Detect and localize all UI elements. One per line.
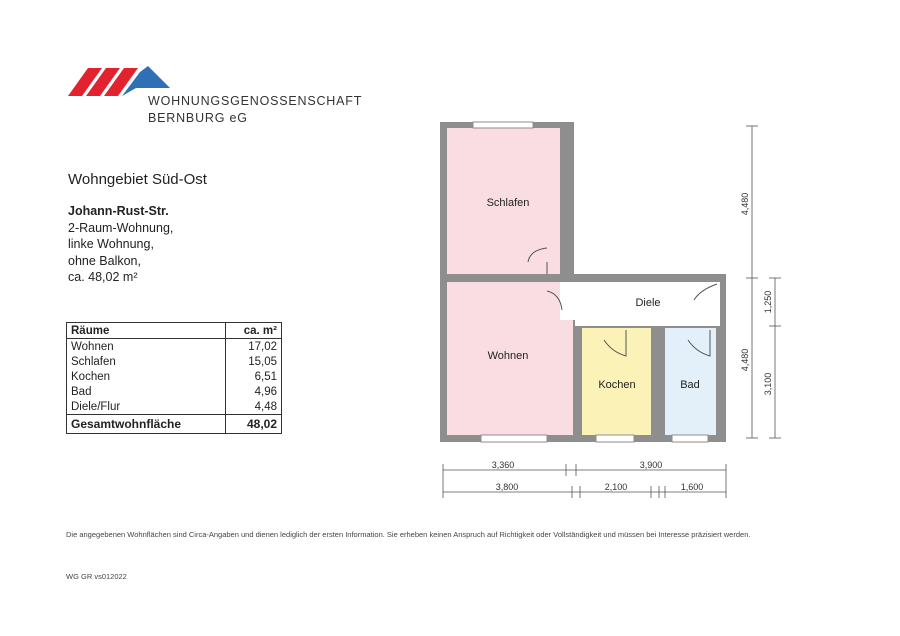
table-row (67, 384, 282, 399)
room-label-schlafen: Schlafen (486, 197, 530, 209)
room-name: Schlafen (71, 355, 116, 368)
wall (447, 274, 560, 282)
room-label-kochen: Kochen (598, 379, 636, 391)
total-label: Gesamtwohnfläche (67, 415, 226, 434)
table-row (67, 354, 282, 369)
room-area: 15,05 (225, 354, 281, 369)
room-name: Wohnen (71, 340, 114, 353)
total-value: 48,02 (225, 415, 281, 434)
dim-label: 1,600 (680, 482, 704, 492)
dim-label: 3,100 (763, 372, 773, 396)
room-area: 6,51 (225, 369, 281, 384)
dim-label: 4,480 (740, 192, 750, 216)
listing-line: ohne Balkon, (68, 253, 141, 268)
rooms-table (66, 322, 282, 434)
dim-label: 4,480 (740, 348, 750, 372)
version-code: WG GR vs012022 (66, 572, 127, 581)
window (596, 435, 634, 442)
column-header-room: Räume (67, 323, 226, 339)
table-row (67, 369, 282, 384)
room-area: 4,48 (225, 399, 281, 415)
dim-label: 3,900 (639, 460, 663, 470)
table-total-row (67, 415, 282, 434)
room-label-bad: Bad (680, 379, 700, 391)
room-name: Kochen (71, 370, 111, 383)
window (481, 435, 547, 442)
table-header-row (67, 323, 282, 339)
company-name-line1: WOHNUNGSGENOSSENSCHAFT (148, 94, 363, 108)
room-area: 4,96 (225, 384, 281, 399)
room-label-diele: Diele (635, 297, 661, 309)
table-row (67, 399, 282, 415)
listing-line: linke Wohnung, (68, 237, 154, 251)
listing-description (68, 203, 173, 286)
window (473, 122, 533, 128)
dim-label: 3,800 (495, 482, 519, 492)
listing-street: Johann-Rust-Str. (68, 204, 169, 218)
company-name-line2: BERNBURG eG (148, 111, 248, 125)
company-name (148, 93, 362, 127)
room-area: 17,02 (225, 339, 281, 355)
window (672, 435, 708, 442)
listing-line: 2-Raum-Wohnung, (68, 220, 174, 235)
room-name: Diele/Flur (71, 400, 121, 413)
dim-label: 2,100 (604, 482, 628, 492)
column-header-area: ca. m² (225, 323, 281, 339)
dim-label: 3,360 (491, 460, 515, 470)
room-label-wohnen: Wohnen (487, 350, 529, 362)
dim-label: 1,250 (763, 290, 773, 314)
table-row (67, 339, 282, 355)
disclaimer: Die angegebenen Wohnflächen sind Circa-Angaben und dienen lediglich der ersten Information. Sie erheben keinen Anspruch auf Richtigkeit oder Vollständigkeit und müssen bei Interesse präzisiert werden. (66, 530, 751, 539)
room-name: Bad (71, 385, 92, 398)
listing-line: ca. 48,02 m² (68, 270, 138, 284)
floor-plan (430, 118, 790, 504)
area-title: Wohngebiet Süd-Ost (68, 171, 207, 188)
dimension-lines-bottom (443, 464, 726, 498)
